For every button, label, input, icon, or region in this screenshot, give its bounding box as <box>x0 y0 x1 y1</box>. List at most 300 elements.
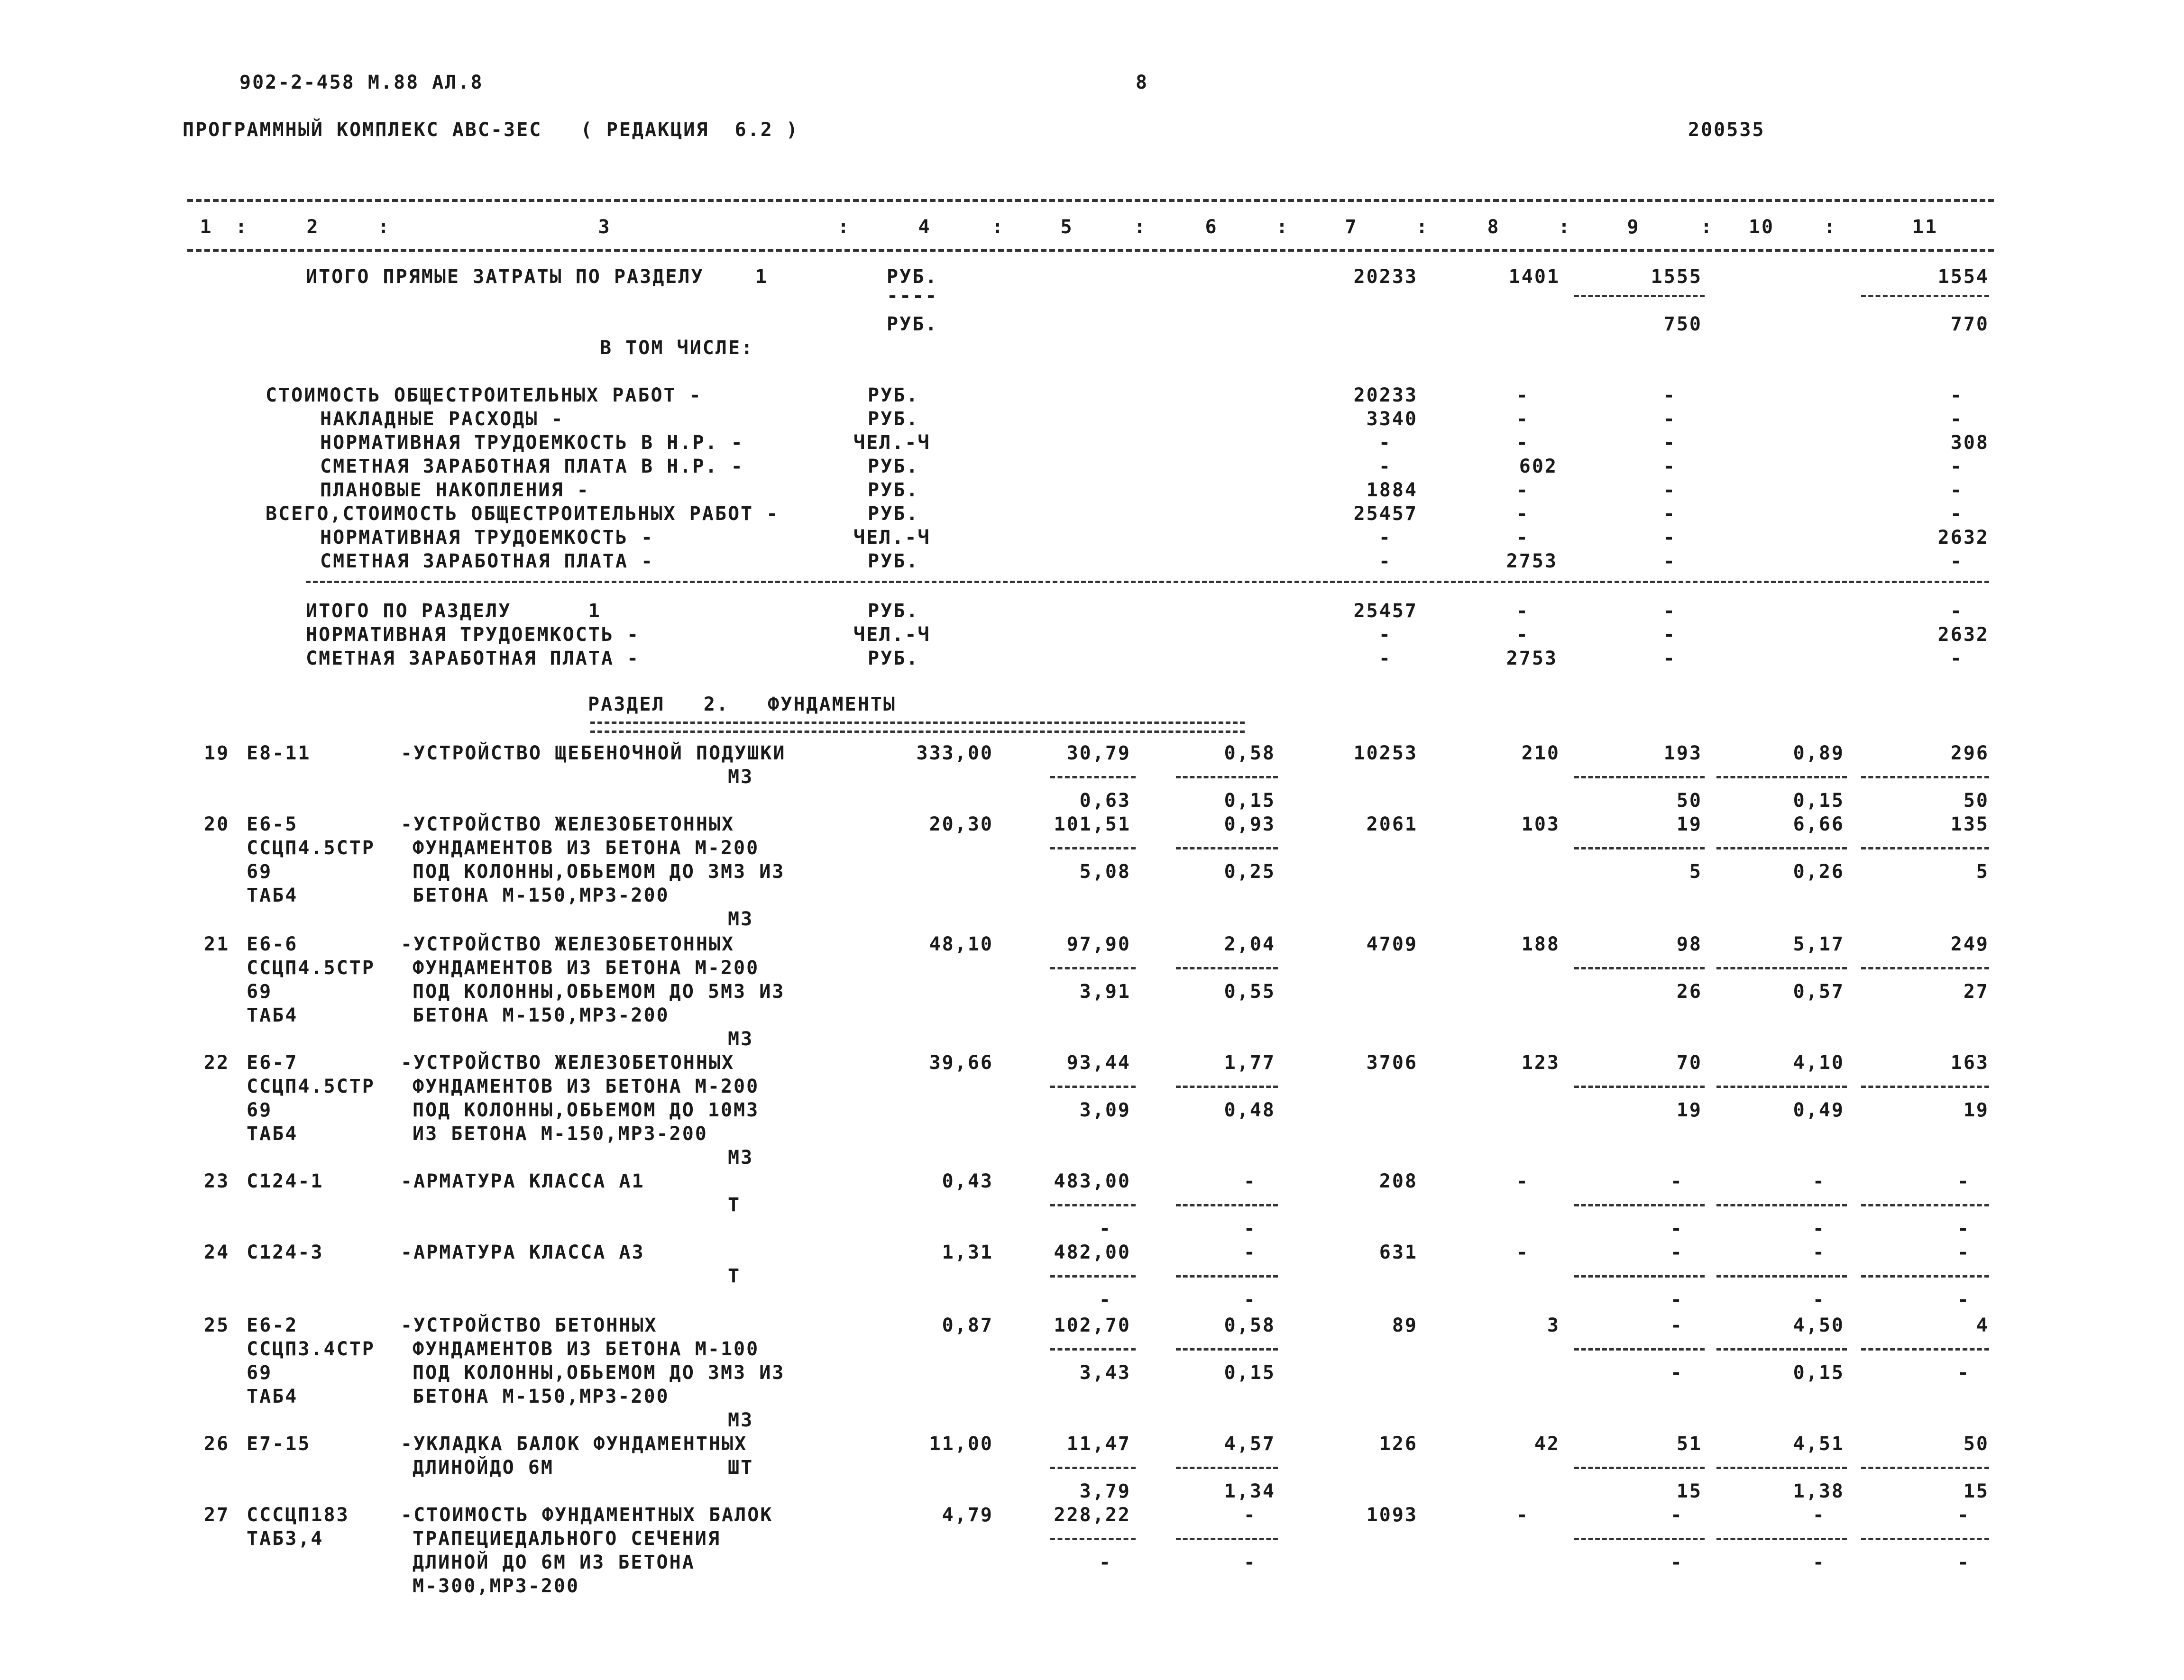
col10-second-line: 0,26 <box>1793 861 1844 883</box>
item-description: БЕТОНА М-150,МРЗ-200 <box>413 885 670 906</box>
summary-row-label: ВСЕГО,СТОИМОСТЬ ОБЩЕСТРОИТЕЛЬНЫХ РАБОТ - <box>266 503 780 525</box>
col9-underline <box>1574 1538 1705 1540</box>
col11-value: - <box>1950 648 1963 669</box>
item-number: 19 <box>204 742 230 764</box>
column-separator: : <box>1700 216 1714 238</box>
item-description: ПОД КОЛОННЫ,ОБЬЕМОМ ДО 5М3 ИЗ <box>413 981 785 1003</box>
col11-value: 2632 <box>1937 527 1989 548</box>
col9-underline <box>1574 1204 1705 1206</box>
unit: ЧЕЛ.-Ч <box>853 432 931 454</box>
col11-underline <box>1861 1275 1989 1278</box>
col9-value: - <box>1663 550 1676 572</box>
col11-value: 2632 <box>1937 624 1989 646</box>
item-description: ИЗ БЕТОНА М-150,МРЗ-200 <box>413 1123 708 1145</box>
col10-labor: 4,10 <box>1793 1052 1844 1074</box>
col9-underline <box>1574 1348 1705 1351</box>
item-unit: М3 <box>728 1409 754 1431</box>
col6-underline <box>1176 1467 1278 1469</box>
col11-value: - <box>1950 384 1963 406</box>
col11-second-line: 19 <box>1963 1099 1989 1121</box>
column-separator: : <box>991 216 1005 238</box>
col5-second-line: 3,79 <box>1079 1480 1131 1502</box>
section-total-label: ИТОГО ПО РАЗДЕЛУ 1 <box>306 600 601 622</box>
item-unit: М3 <box>728 908 754 930</box>
item-description: ПОД КОЛОННЫ,ОБЬЕМОМ ДО 3М3 ИЗ <box>413 1362 785 1384</box>
item-code: ТАБ4 <box>247 885 298 906</box>
col6-second-line: 0,48 <box>1224 1099 1276 1121</box>
col6-underline <box>1176 776 1278 778</box>
col11-labor-total: 296 <box>1950 742 1989 764</box>
column-number-5: 5 <box>1060 216 1074 238</box>
item-description: -УСТРОЙСТВО ЖЕЛЕЗОБЕТОННЫХ <box>401 813 735 835</box>
item-code: Е8-11 <box>247 742 311 764</box>
col9-second-line: 5 <box>1689 861 1702 883</box>
item-unit: М3 <box>728 1028 754 1050</box>
col7-total: 631 <box>1379 1242 1418 1263</box>
column-number-3: 3 <box>598 216 611 238</box>
item-description: М-300,МРЗ-200 <box>413 1575 580 1597</box>
col7-value: 25457 <box>1353 600 1418 622</box>
col11-value: 770 <box>1950 313 1989 335</box>
col9-value: - <box>1663 456 1676 477</box>
col11-underline <box>1861 967 1989 969</box>
item-code: 69 <box>247 1099 273 1121</box>
col11-second-line: 5 <box>1976 861 1989 883</box>
col11-underline <box>1861 776 1989 778</box>
item-description: -СТОИМОСТЬ ФУНДАМЕНТНЫХ БАЛОК <box>401 1504 773 1526</box>
col7-value: - <box>1378 432 1392 454</box>
item-description: ТРАПЕЦИЕДАЛЬНОГО СЕЧЕНИЯ <box>413 1528 721 1550</box>
col11-value: - <box>1950 600 1963 622</box>
column-separator: : <box>235 216 248 238</box>
col9-second-line: 50 <box>1676 790 1702 812</box>
item-number: 26 <box>204 1433 230 1455</box>
col7-value: - <box>1378 456 1392 477</box>
col4-quantity: 11,00 <box>929 1433 993 1455</box>
col5-underline <box>1050 847 1136 849</box>
section-title: РАЗДЕЛ 2. ФУНДАМЕНТЫ <box>588 694 896 715</box>
col5-underline <box>1050 1086 1136 1088</box>
col11-value: - <box>1950 456 1963 477</box>
col11-second-line: 50 <box>1963 790 1989 812</box>
col8-wage-total: - <box>1516 1504 1529 1526</box>
col10-second-line: 0,15 <box>1793 1362 1844 1384</box>
item-code: Е6-2 <box>247 1315 298 1336</box>
col10-underline <box>1716 1348 1847 1351</box>
summary-row-label: ПЛАНОВЫЕ НАКОПЛЕНИЯ - <box>320 479 590 501</box>
item-code: ТАБ4 <box>247 1004 298 1026</box>
col9-value: - <box>1663 479 1676 501</box>
col9-second-line: - <box>1670 1218 1683 1240</box>
col6-wage: 0,58 <box>1224 1315 1276 1336</box>
col6-wage: 4,57 <box>1224 1433 1276 1455</box>
unit: РУБ. <box>868 503 919 525</box>
col9-value: - <box>1663 624 1676 646</box>
col6-second-line: - <box>1243 1289 1257 1311</box>
column-number-7: 7 <box>1345 216 1358 238</box>
col5-second-line: - <box>1099 1289 1112 1311</box>
item-code: 69 <box>247 861 273 883</box>
summary-row-label: НАКЛАДНЫЕ РАСХОДЫ - <box>320 408 564 430</box>
item-description: -АРМАТУРА КЛАССА А1 <box>401 1170 645 1192</box>
col5-unit-cost: 483,00 <box>1054 1170 1131 1192</box>
col7-total: 4709 <box>1366 933 1418 955</box>
col11-value: - <box>1950 408 1963 430</box>
column-number-6: 6 <box>1205 216 1218 238</box>
col11-second-line: 15 <box>1963 1480 1989 1502</box>
item-number: 20 <box>204 813 230 835</box>
col8-wage-total: 3 <box>1547 1315 1560 1336</box>
col8-value: - <box>1516 384 1529 406</box>
item-code: ССЦП4.5СТР <box>247 837 375 859</box>
col5-second-line: 3,91 <box>1079 981 1131 1003</box>
col9-second-line: - <box>1670 1362 1683 1384</box>
col10-labor: - <box>1812 1504 1826 1526</box>
col5-underline <box>1050 967 1136 969</box>
col6-second-line: - <box>1243 1552 1257 1573</box>
col6-second-line: 0,15 <box>1224 790 1276 812</box>
item-code: ССЦП3.4СТР <box>247 1338 375 1360</box>
col6-underline <box>1176 967 1278 969</box>
col4-quantity: 1,31 <box>942 1242 993 1263</box>
col7-value: - <box>1378 624 1392 646</box>
col8-value: 602 <box>1519 456 1558 477</box>
col7-total: 10253 <box>1353 742 1418 764</box>
col9-second-line: - <box>1670 1552 1683 1573</box>
col10-labor: - <box>1812 1242 1826 1263</box>
unit: РУБ. <box>887 313 938 335</box>
col4-quantity: 333,00 <box>916 742 993 764</box>
item-description: -УСТРОЙСТВО ЖЕЛЕЗОБЕТОННЫХ <box>401 933 735 955</box>
col10-underline <box>1716 776 1847 778</box>
col9-machine: - <box>1670 1242 1683 1263</box>
col11-labor-total: - <box>1957 1170 1970 1192</box>
col9-machine: 51 <box>1676 1433 1702 1455</box>
col9-second-line: 19 <box>1676 1099 1702 1121</box>
col10-underline <box>1716 967 1847 969</box>
col10-labor: 6,66 <box>1793 813 1844 835</box>
col10-underline <box>1716 1275 1847 1278</box>
col11-value: 1554 <box>1937 266 1989 288</box>
col5-unit-cost: 482,00 <box>1054 1242 1131 1263</box>
col10-underline <box>1716 847 1847 849</box>
col9-underline <box>1574 776 1705 778</box>
item-description: ФУНДАМЕНТОВ ИЗ БЕТОНА М-200 <box>413 957 760 979</box>
column-number-4: 4 <box>918 216 931 238</box>
col10-second-line: - <box>1812 1218 1826 1240</box>
col6-second-line: 0,15 <box>1224 1362 1276 1384</box>
col11-labor-total: 50 <box>1963 1433 1989 1455</box>
col10-underline <box>1716 1538 1847 1540</box>
col6-underline <box>1176 1275 1278 1278</box>
column-separator: : <box>377 216 391 238</box>
col11-second-line: 27 <box>1963 981 1989 1003</box>
summary-row-label: НОРМАТИВНАЯ ТРУДОЕМКОСТЬ В Н.Р. - <box>320 432 744 454</box>
col11-value: - <box>1950 503 1963 525</box>
col9-second-line: 15 <box>1676 1480 1702 1502</box>
col11-underline <box>1861 1348 1989 1351</box>
col7-value: 20233 <box>1353 384 1418 406</box>
unit: РУБ. <box>868 456 919 477</box>
col8-wage-total: 188 <box>1521 933 1560 955</box>
header-rule-bottom <box>187 249 1994 252</box>
item-unit: ШТ <box>728 1457 754 1479</box>
header-rule-top <box>187 199 1994 202</box>
col4-quantity: 48,10 <box>929 933 993 955</box>
column-number-10: 10 <box>1748 216 1775 238</box>
col7-total: 1093 <box>1366 1504 1418 1526</box>
col5-unit-cost: 102,70 <box>1054 1315 1131 1336</box>
section-total-label: НОРМАТИВНАЯ ТРУДОЕМКОСТЬ - <box>306 624 640 646</box>
summary-row-label: СМЕТНАЯ ЗАРАБОТНАЯ ПЛАТА В Н.Р. - <box>320 456 744 477</box>
doc-code: 902-2-458 М.88 АЛ.8 <box>239 72 484 93</box>
col8-value: 1401 <box>1508 266 1560 288</box>
program-title: ПРОГРАММНЫЙ КОМПЛЕКС АВС-ЗЕС ( РЕДАКЦИЯ 6.2 ) <box>183 119 799 141</box>
col5-underline <box>1050 776 1136 778</box>
column-separator: : <box>837 216 851 238</box>
col10-labor: 0,89 <box>1793 742 1844 764</box>
col11-underline <box>1861 295 1989 297</box>
col9-underline <box>1574 295 1705 297</box>
col9-value: - <box>1663 648 1676 669</box>
col9-machine: 70 <box>1676 1052 1702 1074</box>
item-number: 23 <box>204 1170 230 1192</box>
item-code: ССЦП4.5СТР <box>247 1076 375 1097</box>
col4-quantity: 0,87 <box>942 1315 993 1336</box>
col5-second-line: 3,43 <box>1079 1362 1131 1384</box>
col11-second-line: - <box>1957 1552 1970 1573</box>
item-code: С124-1 <box>247 1170 324 1192</box>
col10-labor: - <box>1812 1170 1826 1192</box>
col5-second-line: 3,09 <box>1079 1099 1131 1121</box>
col4-quantity: 4,79 <box>942 1504 993 1526</box>
col7-value: 20233 <box>1353 266 1418 288</box>
col7-total: 2061 <box>1366 813 1418 835</box>
col11-labor-total: - <box>1957 1504 1970 1526</box>
col5-underline <box>1050 1348 1136 1351</box>
doc-number: 200535 <box>1688 119 1765 141</box>
col5-underline <box>1050 1275 1136 1278</box>
col7-value: 25457 <box>1353 503 1418 525</box>
col4-quantity: 20,30 <box>929 813 993 835</box>
column-number-2: 2 <box>306 216 320 238</box>
item-code: Е7-15 <box>247 1433 311 1455</box>
item-code: Е6-5 <box>247 813 298 835</box>
col9-value: - <box>1663 503 1676 525</box>
col11-labor-total: 163 <box>1950 1052 1989 1074</box>
col8-value: - <box>1516 503 1529 525</box>
col6-second-line: - <box>1243 1218 1257 1240</box>
unit: РУБ. <box>868 384 919 406</box>
col6-underline <box>1176 1204 1278 1206</box>
col8-wage-total: - <box>1516 1242 1529 1263</box>
col7-value: 1884 <box>1366 479 1418 501</box>
col7-value: - <box>1378 648 1392 669</box>
col8-value: 2753 <box>1506 550 1558 572</box>
col11-second-line: - <box>1957 1218 1970 1240</box>
unit: РУБ. <box>868 550 919 572</box>
column-separator: : <box>1416 216 1429 238</box>
col10-labor: 4,50 <box>1793 1315 1844 1336</box>
col6-wage: 2,04 <box>1224 933 1276 955</box>
col9-second-line: - <box>1670 1289 1683 1311</box>
col10-underline <box>1716 1467 1847 1469</box>
col11-second-line: - <box>1957 1362 1970 1384</box>
col5-underline <box>1050 1204 1136 1206</box>
col6-wage: - <box>1243 1242 1257 1263</box>
col5-unit-cost: 228,22 <box>1054 1504 1131 1526</box>
col8-value: - <box>1516 624 1529 646</box>
item-code: СССЦП183 <box>247 1504 349 1526</box>
col9-value: - <box>1663 408 1676 430</box>
col10-underline <box>1716 1086 1847 1088</box>
col5-underline <box>1050 1467 1136 1469</box>
col8-wage-total: - <box>1516 1170 1529 1192</box>
col11-underline <box>1861 1086 1989 1088</box>
col11-labor-total: 4 <box>1976 1315 1989 1336</box>
column-separator: : <box>1134 216 1147 238</box>
item-description: -УСТРОЙСТВО ЖЕЛЕЗОБЕТОННЫХ <box>401 1052 735 1074</box>
item-unit: М3 <box>728 1147 754 1169</box>
column-number-8: 8 <box>1487 216 1500 238</box>
item-description: БЕТОНА М-150,МРЗ-200 <box>413 1004 670 1026</box>
item-number: 22 <box>204 1052 230 1074</box>
col6-wage: - <box>1243 1170 1257 1192</box>
col5-unit-cost: 30,79 <box>1066 742 1131 764</box>
col5-unit-cost: 101,51 <box>1054 813 1131 835</box>
col9-underline <box>1574 847 1705 849</box>
item-code: С124-3 <box>247 1242 324 1263</box>
col7-value: - <box>1378 527 1392 548</box>
col11-underline <box>1861 1538 1989 1540</box>
col5-second-line: 5,08 <box>1079 861 1131 883</box>
unit: ЧЕЛ.-Ч <box>853 527 931 548</box>
col8-value: - <box>1516 600 1529 622</box>
col11-value: - <box>1950 479 1963 501</box>
unit-underline: ---- <box>887 285 938 307</box>
col6-underline <box>1176 1348 1278 1351</box>
unit: РУБ. <box>887 266 938 288</box>
unit: РУБ. <box>868 479 919 501</box>
summary-row-label: НОРМАТИВНАЯ ТРУДОЕМКОСТЬ - <box>320 527 654 548</box>
col8-value: - <box>1516 408 1529 430</box>
col9-value: - <box>1663 527 1676 548</box>
col10-labor: 4,51 <box>1793 1433 1844 1455</box>
col10-second-line: 1,38 <box>1793 1480 1844 1502</box>
unit: ЧЕЛ.-Ч <box>853 624 931 646</box>
col9-machine: - <box>1670 1504 1683 1526</box>
col9-underline <box>1574 1275 1705 1278</box>
col7-value: - <box>1378 550 1392 572</box>
col6-wage: 1,77 <box>1224 1052 1276 1074</box>
item-description: ФУНДАМЕНТОВ ИЗ БЕТОНА М-200 <box>413 837 760 859</box>
col8-wage-total: 42 <box>1534 1433 1560 1455</box>
col6-wage: - <box>1243 1504 1257 1526</box>
including-heading: В ТОМ ЧИСЛЕ: <box>600 337 754 359</box>
summary-row-label: СТОИМОСТЬ ОБЩЕСТРОИТЕЛЬНЫХ РАБОТ - <box>266 384 702 406</box>
col10-second-line: - <box>1812 1552 1826 1573</box>
col7-total: 89 <box>1392 1315 1418 1336</box>
col9-underline <box>1574 1467 1705 1469</box>
col11-value: - <box>1950 550 1963 572</box>
col9-underline <box>1574 967 1705 969</box>
column-separator: : <box>1276 216 1289 238</box>
col11-underline <box>1861 1467 1989 1469</box>
section-total-rule <box>306 581 1989 583</box>
item-description: ПОД КОЛОННЫ,ОБЬЕМОМ ДО 3М3 ИЗ <box>413 861 785 883</box>
item-description: БЕТОНА М-150,МРЗ-200 <box>413 1386 670 1407</box>
col5-second-line: - <box>1099 1218 1112 1240</box>
col6-underline <box>1176 1538 1278 1540</box>
col5-second-line: 0,63 <box>1079 790 1131 812</box>
col7-total: 208 <box>1379 1170 1418 1192</box>
col6-wage: 0,58 <box>1224 742 1276 764</box>
item-unit: Т <box>728 1194 741 1216</box>
col10-second-line: 0,49 <box>1793 1099 1844 1121</box>
col10-second-line: 0,57 <box>1793 981 1844 1003</box>
item-unit: М3 <box>728 766 754 788</box>
section-title-underline <box>590 721 1245 733</box>
item-description: -АРМАТУРА КЛАССА А3 <box>401 1242 645 1263</box>
col8-wage-total: 210 <box>1521 742 1560 764</box>
col11-labor-total: 249 <box>1950 933 1989 955</box>
col8-value: - <box>1516 479 1529 501</box>
column-separator: : <box>1824 216 1837 238</box>
unit: РУБ. <box>868 408 919 430</box>
col9-value: - <box>1663 432 1676 454</box>
column-number-11: 11 <box>1912 216 1938 238</box>
col6-underline <box>1176 847 1278 849</box>
item-code: Е6-6 <box>247 933 298 955</box>
col7-value: 3340 <box>1366 408 1418 430</box>
col11-value: 308 <box>1950 432 1989 454</box>
col10-second-line: 0,15 <box>1793 790 1844 812</box>
col9-machine: 98 <box>1676 933 1702 955</box>
item-code: 69 <box>247 1362 273 1384</box>
section-total-label: СМЕТНАЯ ЗАРАБОТНАЯ ПЛАТА - <box>306 648 640 669</box>
col6-second-line: 1,34 <box>1224 1480 1276 1502</box>
item-unit: Т <box>728 1265 741 1287</box>
col9-value: - <box>1663 600 1676 622</box>
col5-second-line: - <box>1099 1552 1112 1573</box>
col5-unit-cost: 97,90 <box>1066 933 1131 955</box>
col8-wage-total: 103 <box>1521 813 1560 835</box>
item-number: 21 <box>204 933 230 955</box>
item-description: ПОД КОЛОННЫ,ОБЬЕМОМ ДО 10М3 <box>413 1099 760 1121</box>
col8-value: - <box>1516 432 1529 454</box>
item-code: ТАБ4 <box>247 1123 298 1145</box>
item-description: ДЛИНОЙДО 6М <box>413 1457 554 1479</box>
col11-second-line: - <box>1957 1289 1970 1311</box>
item-code: ТАБ4 <box>247 1386 298 1407</box>
item-code: 69 <box>247 981 273 1003</box>
item-description: ДЛИНОЙ ДО 6М ИЗ БЕТОНА <box>413 1552 695 1573</box>
col9-second-line: 26 <box>1676 981 1702 1003</box>
item-description: ФУНДАМЕНТОВ ИЗ БЕТОНА М-100 <box>413 1338 760 1360</box>
item-description: ФУНДАМЕНТОВ ИЗ БЕТОНА М-200 <box>413 1076 760 1097</box>
col10-labor: 5,17 <box>1793 933 1844 955</box>
col6-underline <box>1176 1086 1278 1088</box>
col7-total: 3706 <box>1366 1052 1418 1074</box>
col9-value: - <box>1663 384 1676 406</box>
col4-quantity: 0,43 <box>942 1170 993 1192</box>
col11-underline <box>1861 1204 1989 1206</box>
col9-value: 750 <box>1663 313 1702 335</box>
item-description: -УСТРОЙСТВО ЩЕБЕНОЧНОЙ ПОДУШКИ <box>401 742 786 764</box>
col10-underline <box>1716 1204 1847 1206</box>
col6-second-line: 0,55 <box>1224 981 1276 1003</box>
column-number-9: 9 <box>1627 216 1640 238</box>
